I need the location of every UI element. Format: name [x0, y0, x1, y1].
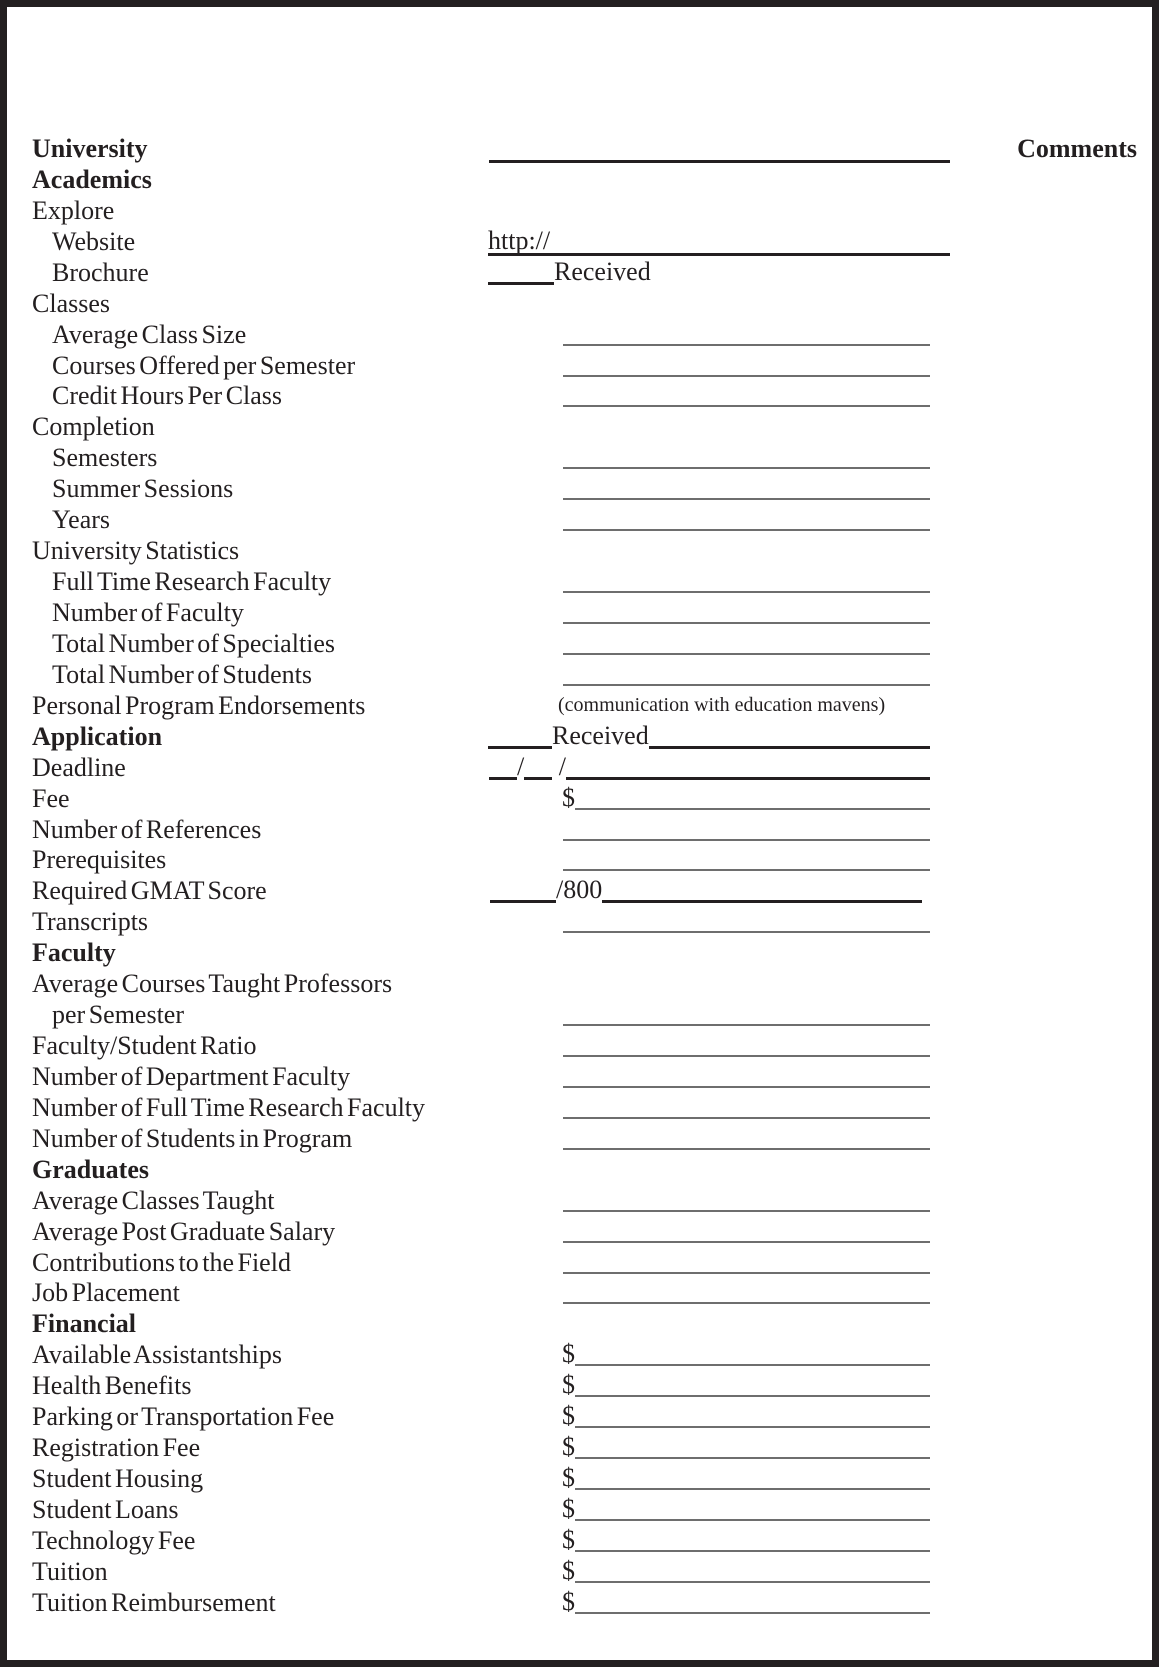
registration-fee-field — [562, 1432, 930, 1462]
row-label-number-of-department-faculty: Number of Department Faculty — [32, 1061, 351, 1091]
form-row-deadline — [7, 752, 1152, 783]
form-row-financial — [7, 1308, 1152, 1339]
form-row-classes — [7, 288, 1152, 319]
row-label-average-class-size: Average Class Size — [52, 319, 247, 349]
row-label-average-post-graduate-salary: Average Post Graduate Salary — [32, 1216, 336, 1246]
years-field — [563, 504, 930, 534]
row-label-number-of-students-in-program: Number of Students in Program — [32, 1123, 353, 1153]
average-classes-taught-field — [563, 1185, 930, 1215]
form-row-average-post-graduate-salary — [7, 1216, 1152, 1247]
form-row-available-assistantships — [7, 1339, 1152, 1370]
deadline-field — [489, 752, 930, 782]
form-row-transcripts — [7, 906, 1152, 937]
form-row-personal-program-endorsements — [7, 690, 1152, 721]
row-label-credit-hours-per-class: Credit Hours Per Class — [52, 381, 283, 411]
form-row-technology-fee — [7, 1525, 1152, 1556]
fill-in-line — [563, 684, 930, 686]
row-label-per-semester: per Semester — [52, 1000, 185, 1029]
date-month-blank — [489, 777, 517, 780]
form-row-courses-offered-per-semester — [7, 350, 1152, 381]
form-row-total-number-of-specialties — [7, 628, 1152, 659]
row-label-contributions-to-the-field: Contributions to the Field — [32, 1247, 291, 1277]
form-row-required-gmat-score — [7, 875, 1152, 906]
row-label-total-number-of-specialties: Total Number of Specialties — [52, 628, 336, 658]
amount-line — [575, 1581, 930, 1583]
amount-line — [575, 1612, 930, 1614]
row-label-deadline: Deadline — [32, 752, 126, 782]
row-label-financial: Financial — [32, 1309, 137, 1339]
form-row-average-courses-taught-professors — [7, 968, 1152, 999]
row-label-academics: Academics — [32, 164, 152, 194]
total-number-of-specialties-field — [563, 628, 930, 658]
form-row-brochure — [7, 257, 1152, 288]
transcripts-field — [563, 906, 930, 936]
dollar-sign-text: $ — [562, 1555, 575, 1585]
tuition-field — [562, 1556, 930, 1586]
received-checkoff-blank — [488, 746, 552, 749]
form-row-total-number-of-students — [7, 659, 1152, 690]
form-row-student-housing — [7, 1463, 1152, 1494]
form-row-academics — [7, 164, 1152, 195]
summer-sessions-field — [563, 473, 930, 503]
form-row-faculty — [7, 937, 1152, 968]
form-row-explore — [7, 195, 1152, 226]
student-housing-field — [562, 1463, 930, 1493]
row-label-years: Years — [52, 505, 111, 535]
fill-in-line — [563, 591, 930, 593]
row-label-semesters: Semesters — [52, 443, 158, 473]
dollar-sign-text: $ — [562, 1493, 575, 1523]
row-label-completion: Completion — [32, 412, 155, 442]
faculty-student-ratio-field — [563, 1030, 930, 1060]
courses-offered-per-semester-field — [563, 350, 930, 380]
tuition-reimbursement-field — [562, 1587, 930, 1617]
semesters-field — [563, 442, 930, 472]
fill-in-line — [563, 1055, 930, 1057]
dollar-sign-text: $ — [562, 1432, 575, 1462]
form-row-graduates — [7, 1154, 1152, 1185]
fill-in-line — [563, 931, 930, 933]
fill-in-line — [563, 344, 930, 346]
fill-in-line — [649, 746, 930, 749]
received-checkoff-blank — [488, 282, 554, 285]
total-number-of-students-field — [563, 659, 930, 689]
date-separator-text: / — [517, 751, 525, 781]
fill-in-line — [563, 1117, 930, 1119]
row-label-number-of-references: Number of References — [32, 814, 262, 844]
row-label-website: Website — [52, 226, 136, 256]
row-label-graduates: Graduates — [32, 1154, 149, 1184]
technology-fee-field — [562, 1525, 930, 1555]
university-field — [489, 133, 950, 163]
number-of-department-faculty-field — [563, 1061, 930, 1091]
amount-line — [575, 1519, 930, 1521]
number-of-full-time-research-faculty-field — [563, 1092, 930, 1122]
dollar-sign-text: $ — [562, 1524, 575, 1554]
form-row-contributions-to-the-field — [7, 1247, 1152, 1278]
row-label-registration-fee: Registration Fee — [32, 1433, 201, 1463]
form-row-university — [7, 133, 1152, 164]
dollar-sign-text: $ — [562, 1370, 575, 1400]
form-row-student-loans — [7, 1494, 1152, 1525]
fill-in-line — [563, 653, 930, 655]
form-row-years — [7, 504, 1152, 535]
row-label-number-of-faculty: Number of Faculty — [52, 598, 244, 627]
row-label-courses-offered-per-semester: Courses Offered per Semester — [52, 350, 356, 380]
row-label-job-placement: Job Placement — [32, 1278, 180, 1308]
row-label-tuition: Tuition — [32, 1556, 108, 1586]
fill-in-line — [602, 900, 922, 903]
form-row-health-benefits — [7, 1370, 1152, 1401]
full-time-research-faculty-field — [563, 566, 930, 596]
form-row-average-classes-taught — [7, 1185, 1152, 1216]
fill-in-line — [563, 498, 930, 500]
form-row-prerequisites — [7, 844, 1152, 875]
contributions-to-the-field-field — [563, 1247, 930, 1277]
form-row-per-semester — [7, 999, 1152, 1030]
number-of-references-field — [563, 814, 930, 844]
row-label-total-number-of-students: Total Number of Students — [52, 659, 312, 689]
row-label-number-of-full-time-research-faculty: Number of Full Time Research Faculty — [32, 1092, 426, 1122]
score-blank — [490, 900, 556, 903]
fill-in-line — [563, 1148, 930, 1150]
prerequisites-field — [563, 844, 930, 874]
comments-column-header: Comments — [1017, 134, 1137, 163]
fill-in-line — [563, 405, 930, 407]
per-semester-field — [563, 999, 930, 1029]
form-row-credit-hours-per-class — [7, 380, 1152, 411]
received-text: Received — [554, 256, 651, 286]
form-row-summer-sessions — [7, 473, 1152, 504]
form-row-fee — [7, 783, 1152, 814]
fill-in-line — [563, 839, 930, 841]
row-label-student-loans: Student Loans — [32, 1494, 179, 1524]
row-label-available-assistantships: Available Assistantships — [32, 1340, 283, 1370]
row-label-full-time-research-faculty: Full Time Research Faculty — [52, 567, 332, 596]
date-separator-text: / — [552, 751, 566, 781]
amount-line — [575, 1457, 930, 1459]
date-year-line — [566, 777, 930, 780]
fill-in-line — [563, 1241, 930, 1243]
number-of-students-in-program-field — [563, 1123, 930, 1153]
row-label-explore: Explore — [32, 195, 115, 225]
average-post-graduate-salary-field — [563, 1216, 930, 1246]
received-text: Received — [552, 720, 649, 750]
form-row-average-class-size — [7, 319, 1152, 350]
score-denominator-text: /800 — [556, 875, 603, 905]
amount-line — [575, 1426, 930, 1428]
row-label-student-housing: Student Housing — [32, 1464, 204, 1493]
row-label-application: Application — [32, 721, 163, 751]
form-row-number-of-students-in-program — [7, 1123, 1152, 1154]
amount-line — [575, 1395, 930, 1397]
row-label-university-statistics: University Statistics — [32, 536, 240, 566]
required-gmat-score-field — [490, 875, 922, 905]
fill-in-line — [563, 1302, 930, 1304]
row-label-summer-sessions: Summer Sessions — [52, 474, 234, 504]
date-day-blank — [524, 777, 552, 780]
brochure-field — [488, 257, 651, 287]
fill-in-line — [563, 1272, 930, 1274]
form-row-job-placement — [7, 1277, 1152, 1308]
row-label-average-courses-taught-professors: Average Courses Taught Professors — [32, 969, 393, 999]
form-row-full-time-research-faculty — [7, 566, 1152, 597]
row-label-parking-or-transportation-fee: Parking or Transportation Fee — [32, 1402, 335, 1432]
endorsements-note-text: (communication with education mavens) — [558, 693, 886, 716]
dollar-sign-text: $ — [562, 1401, 575, 1431]
fill-in-line — [563, 622, 930, 624]
row-label-faculty: Faculty — [32, 938, 116, 968]
amount-line — [575, 1550, 930, 1552]
row-label-university: University — [32, 134, 148, 163]
row-label-faculty-student-ratio: Faculty/Student Ratio — [32, 1031, 257, 1060]
form-row-tuition-reimbursement — [7, 1587, 1152, 1618]
fill-in-line — [563, 1086, 930, 1088]
row-label-tuition-reimbursement: Tuition Reimbursement — [32, 1587, 276, 1617]
dollar-sign-text: $ — [562, 1463, 575, 1492]
row-label-classes: Classes — [32, 288, 110, 318]
amount-line — [575, 1364, 930, 1366]
credit-hours-per-class-field — [563, 380, 930, 410]
row-label-prerequisites: Prerequisites — [32, 845, 167, 875]
fee-field — [562, 783, 930, 813]
form-row-faculty-student-ratio — [7, 1030, 1152, 1061]
number-of-faculty-field — [563, 597, 930, 627]
personal-program-endorsements-note — [558, 690, 885, 720]
dollar-sign-text: $ — [562, 1586, 575, 1616]
form-row-completion — [7, 411, 1152, 442]
average-class-size-field — [563, 319, 930, 349]
form-row-number-of-faculty — [7, 597, 1152, 628]
fill-in-line — [563, 529, 930, 531]
form-row-number-of-references — [7, 814, 1152, 845]
form-row-parking-or-transportation-fee — [7, 1401, 1152, 1432]
form-row-registration-fee — [7, 1432, 1152, 1463]
dollar-sign-text: $ — [562, 782, 575, 812]
form-row-number-of-full-time-research-faculty — [7, 1092, 1152, 1123]
row-label-brochure: Brochure — [52, 257, 149, 287]
form-row-website — [7, 226, 1152, 257]
form-row-university-statistics — [7, 535, 1152, 566]
row-label-technology-fee: Technology Fee — [32, 1525, 196, 1555]
available-assistantships-field — [562, 1339, 930, 1369]
fill-in-line — [563, 375, 930, 377]
form-row-semesters — [7, 442, 1152, 473]
form-row-number-of-department-faculty — [7, 1061, 1152, 1092]
health-benefits-field — [562, 1370, 930, 1400]
dollar-sign-text: $ — [562, 1339, 575, 1369]
website-field — [488, 226, 950, 256]
url-prefix-text: http:// — [488, 225, 551, 255]
fill-in-line — [563, 869, 930, 871]
amount-line — [575, 808, 930, 810]
fill-in-line — [563, 1210, 930, 1212]
parking-or-transportation-fee-field — [562, 1401, 930, 1431]
fill-in-line — [563, 467, 930, 469]
row-label-required-gmat-score: Required GMAT Score — [32, 876, 267, 906]
row-label-fee: Fee — [32, 783, 70, 813]
row-label-personal-program-endorsements: Personal Program Endorsements — [32, 690, 366, 720]
student-loans-field — [562, 1494, 930, 1524]
row-label-average-classes-taught: Average Classes Taught — [32, 1185, 275, 1215]
amount-line — [575, 1488, 930, 1490]
form-row-application — [7, 721, 1152, 752]
application-field — [488, 721, 930, 751]
row-label-transcripts: Transcripts — [32, 907, 149, 937]
job-placement-field — [563, 1277, 930, 1307]
fill-in-line — [563, 1024, 930, 1026]
row-label-health-benefits: Health Benefits — [32, 1371, 192, 1401]
form-row-tuition — [7, 1556, 1152, 1587]
